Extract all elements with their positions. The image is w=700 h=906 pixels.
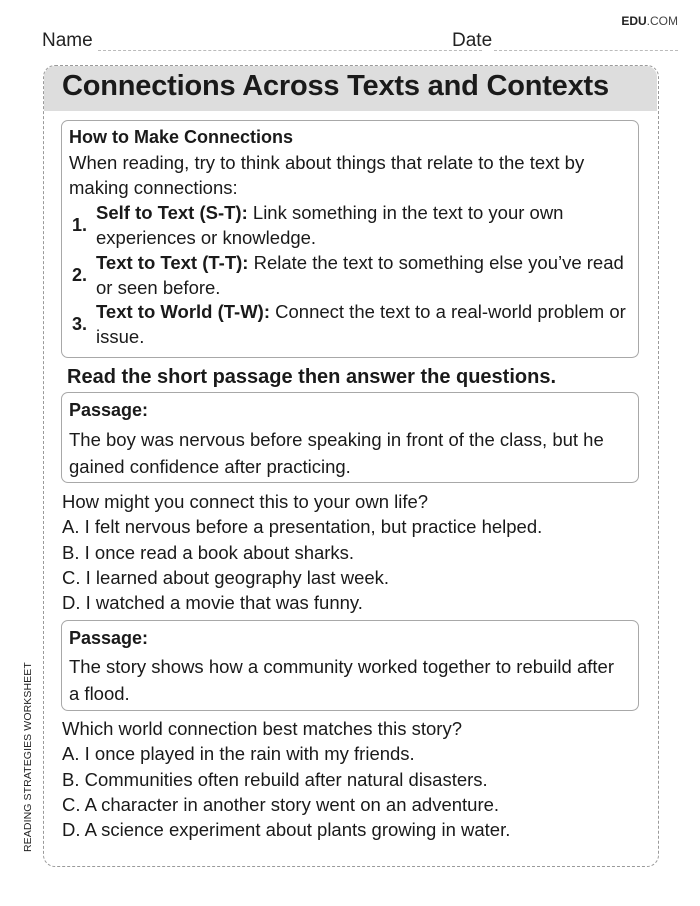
question-text: Which world connection best matches this story? (62, 718, 462, 739)
how-to-intro: When reading, try to think about things that relate to the text by making connections: (69, 152, 585, 198)
answer-option-b[interactable]: B. Communities often rebuild after natural disasters. (62, 768, 488, 790)
passage-label-1: Passage: (69, 400, 149, 420)
step-term: Self to Text (S-T): (96, 202, 248, 223)
worksheet-header (42, 30, 678, 54)
how-to-title: How to Make Connections (69, 127, 294, 147)
step-body (96, 201, 636, 250)
step-term: Text to World (T-W): (96, 301, 270, 322)
page-title: Connections Across Texts and Contexts (62, 70, 609, 102)
answer-option-c[interactable]: C. I learned about geography last week. (62, 566, 390, 588)
answer-option-a[interactable]: A. I felt nervous before a presentation, but practice helped. (62, 516, 543, 538)
date-field[interactable] (494, 50, 678, 51)
passage-text-1: The boy was nervous before speaking in front of the class, but he gained confidence after practicing. (69, 429, 604, 477)
answer-option-d[interactable]: D. I watched a movie that was funny. (62, 592, 363, 614)
brand-name: EDU (621, 14, 647, 28)
step-number: 1. (72, 215, 88, 235)
step-term: Text to Text (T-T): (96, 252, 249, 273)
step-body (96, 300, 636, 349)
passage-text-2: The story shows how a community worked together to rebuild after a flood. (69, 656, 614, 704)
date-label: Date (452, 30, 493, 51)
instruction-heading: Read the short passage then answer the questions. (67, 366, 557, 388)
step-number: 2. (72, 265, 88, 285)
step-number: 3. (72, 314, 88, 334)
brand-logo (621, 14, 678, 28)
step-body (96, 251, 636, 300)
step-text: Connect the text to a real-world problem or issue. (96, 301, 626, 347)
name-label: Name (42, 30, 93, 51)
answer-option-d[interactable]: D. A science experiment about plants growing in water. (62, 819, 511, 841)
side-label: READING STRATEGIES WORKSHEET (22, 662, 34, 852)
answer-option-a[interactable]: A. I once played in the rain with my friends. (62, 743, 415, 765)
brand-suffix: .COM (646, 14, 678, 28)
answer-option-c[interactable]: C. A character in another story went on an adventure. (62, 793, 500, 815)
name-field[interactable] (98, 50, 482, 51)
question-text: How might you connect this to your own life? (62, 491, 429, 512)
question-block-1 (62, 490, 652, 616)
step-text: Relate the text to something else you’ve read or seen before. (96, 252, 624, 298)
answer-option-b[interactable]: B. I once read a book about sharks. (62, 541, 355, 563)
step-text: Link something in the text to your own experiences or knowledge. (96, 202, 564, 248)
passage-label-2: Passage: (69, 628, 149, 648)
question-block-2 (62, 717, 652, 843)
